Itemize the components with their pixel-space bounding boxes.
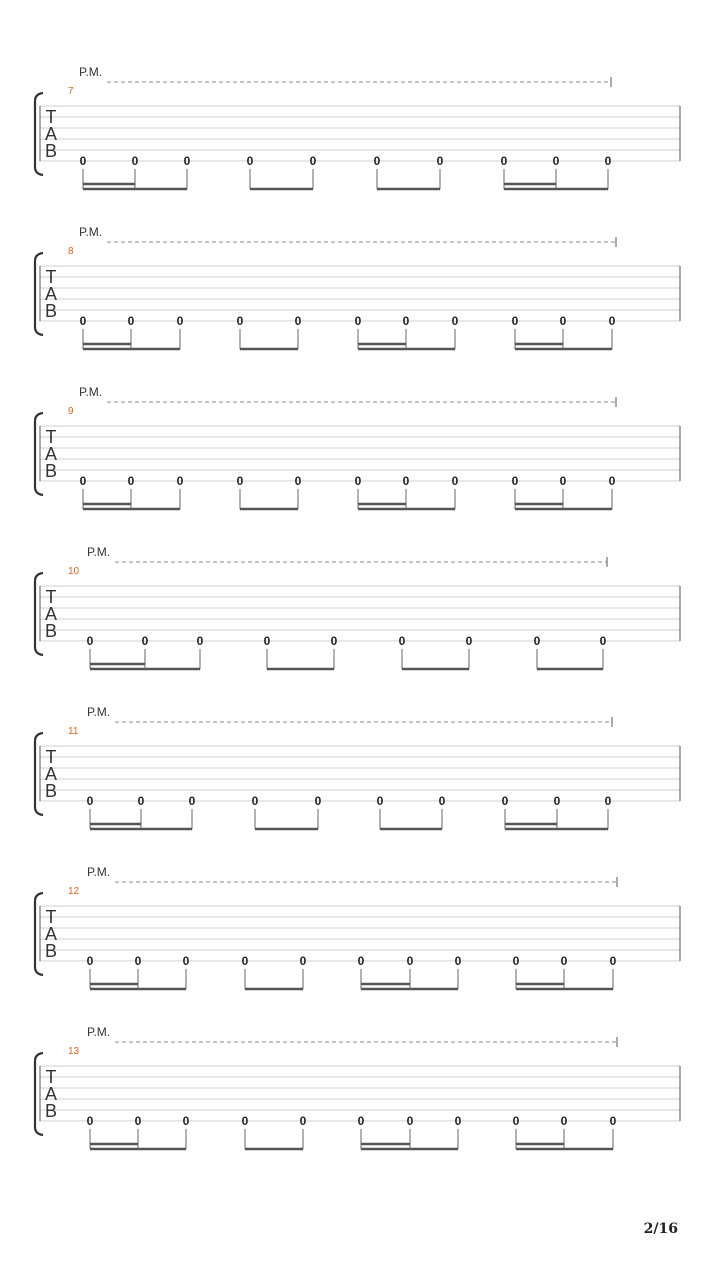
fret-number: 0 xyxy=(357,1114,365,1128)
fret-number: 0 xyxy=(454,1114,462,1128)
fret-number: 0 xyxy=(131,154,139,168)
tab-clef-letter: T xyxy=(45,107,57,127)
tab-clef-letter: A xyxy=(44,604,58,624)
system-bracket xyxy=(35,733,43,815)
fret-number: 0 xyxy=(608,314,616,328)
fret-number: 0 xyxy=(604,154,612,168)
fret-number: 0 xyxy=(176,474,184,488)
fret-number: 0 xyxy=(182,1114,190,1128)
fret-number: 0 xyxy=(86,1114,94,1128)
fret-number: 0 xyxy=(196,634,204,648)
fret-number: 0 xyxy=(86,794,94,808)
fret-number: 0 xyxy=(608,474,616,488)
fret-number: 0 xyxy=(188,794,196,808)
measure-number: 12 xyxy=(68,886,80,897)
tab-clef-letter: T xyxy=(45,1067,57,1087)
tab-clef-letter: B xyxy=(44,1101,58,1121)
measure-number: 8 xyxy=(68,246,74,257)
tab-system xyxy=(35,865,680,989)
tab-clef-letter: T xyxy=(45,427,57,447)
fret-number: 0 xyxy=(176,314,184,328)
fret-number: 0 xyxy=(86,954,94,968)
fret-number: 0 xyxy=(127,474,135,488)
system-bracket xyxy=(35,253,43,335)
tab-system xyxy=(35,545,680,669)
fret-number: 0 xyxy=(86,634,94,648)
tab-clef-letter: B xyxy=(44,461,58,481)
fret-number: 0 xyxy=(512,954,520,968)
tab-clef-letter: B xyxy=(44,941,58,961)
tab-system xyxy=(35,1025,680,1149)
fret-number: 0 xyxy=(533,634,541,648)
tab-clef-letter: A xyxy=(44,764,58,784)
fret-number: 0 xyxy=(246,154,254,168)
fret-number: 0 xyxy=(141,634,149,648)
fret-number: 0 xyxy=(354,314,362,328)
tab-clef-letter: A xyxy=(44,284,58,304)
tab-clef-letter: B xyxy=(44,781,58,801)
fret-number: 0 xyxy=(451,314,459,328)
measure-number: 10 xyxy=(68,566,80,577)
fret-number: 0 xyxy=(127,314,135,328)
palm-mute-label: P.M. xyxy=(79,385,103,399)
fret-number: 0 xyxy=(236,474,244,488)
fret-number: 0 xyxy=(599,634,607,648)
fret-number: 0 xyxy=(436,154,444,168)
fret-number: 0 xyxy=(263,634,271,648)
palm-mute-label: P.M. xyxy=(79,225,103,239)
fret-number: 0 xyxy=(134,1114,142,1128)
tab-clef-letter: B xyxy=(44,621,58,641)
tab-system xyxy=(35,385,680,509)
fret-number: 0 xyxy=(406,1114,414,1128)
fret-number: 0 xyxy=(182,954,190,968)
fret-number: 0 xyxy=(402,474,410,488)
fret-number: 0 xyxy=(241,1114,249,1128)
measure-number: 7 xyxy=(68,86,74,97)
tab-clef-letter: A xyxy=(44,924,58,944)
fret-number: 0 xyxy=(357,954,365,968)
fret-number: 0 xyxy=(299,954,307,968)
fret-number: 0 xyxy=(406,954,414,968)
system-bracket xyxy=(35,413,43,495)
tab-clef-letter: A xyxy=(44,124,58,144)
fret-number: 0 xyxy=(314,794,322,808)
fret-number: 0 xyxy=(134,954,142,968)
fret-number: 0 xyxy=(560,1114,568,1128)
fret-number: 0 xyxy=(294,314,302,328)
fret-number: 0 xyxy=(309,154,317,168)
tab-clef-letter: B xyxy=(44,141,58,161)
fret-number: 0 xyxy=(465,634,473,648)
fret-number: 0 xyxy=(559,314,567,328)
system-bracket xyxy=(35,93,43,175)
fret-number: 0 xyxy=(79,474,87,488)
tab-clef-letter: T xyxy=(45,587,57,607)
fret-number: 0 xyxy=(137,794,145,808)
tab-clef-letter: T xyxy=(45,747,57,767)
tab-system xyxy=(35,705,680,829)
fret-number: 0 xyxy=(559,474,567,488)
fret-number: 0 xyxy=(241,954,249,968)
fret-number: 0 xyxy=(79,314,87,328)
fret-number: 0 xyxy=(398,634,406,648)
palm-mute-label: P.M. xyxy=(87,1025,111,1039)
fret-number: 0 xyxy=(552,154,560,168)
system-bracket xyxy=(35,573,43,655)
measure-number: 11 xyxy=(68,726,79,737)
palm-mute-label: P.M. xyxy=(87,545,111,559)
tab-clef-letter: B xyxy=(44,301,58,321)
system-bracket xyxy=(35,893,43,975)
fret-number: 0 xyxy=(236,314,244,328)
fret-number: 0 xyxy=(609,954,617,968)
fret-number: 0 xyxy=(451,474,459,488)
tab-clef-letter: A xyxy=(44,444,58,464)
fret-number: 0 xyxy=(251,794,259,808)
palm-mute-label: P.M. xyxy=(79,65,103,79)
fret-number: 0 xyxy=(560,954,568,968)
fret-number: 0 xyxy=(79,154,87,168)
measure-number: 9 xyxy=(68,406,74,417)
fret-number: 0 xyxy=(609,1114,617,1128)
fret-number: 0 xyxy=(438,794,446,808)
fret-number: 0 xyxy=(294,474,302,488)
tab-clef-letter: T xyxy=(45,907,57,927)
tab-clef-letter: A xyxy=(44,1084,58,1104)
palm-mute-label: P.M. xyxy=(87,705,111,719)
fret-number: 0 xyxy=(511,314,519,328)
fret-number: 0 xyxy=(511,474,519,488)
tab-system xyxy=(35,65,680,189)
tab-system xyxy=(35,225,680,349)
page-number: 2/16 xyxy=(643,1221,678,1237)
system-bracket xyxy=(35,1053,43,1135)
fret-number: 0 xyxy=(402,314,410,328)
measure-number: 13 xyxy=(68,1046,80,1057)
fret-number: 0 xyxy=(299,1114,307,1128)
tab-clef-letter: T xyxy=(45,267,57,287)
fret-number: 0 xyxy=(553,794,561,808)
fret-number: 0 xyxy=(373,154,381,168)
fret-number: 0 xyxy=(512,1114,520,1128)
palm-mute-label: P.M. xyxy=(87,865,111,879)
fret-number: 0 xyxy=(330,634,338,648)
fret-number: 0 xyxy=(183,154,191,168)
fret-number: 0 xyxy=(501,794,509,808)
fret-number: 0 xyxy=(354,474,362,488)
fret-number: 0 xyxy=(376,794,384,808)
fret-number: 0 xyxy=(604,794,612,808)
fret-number: 0 xyxy=(454,954,462,968)
fret-number: 0 xyxy=(500,154,508,168)
